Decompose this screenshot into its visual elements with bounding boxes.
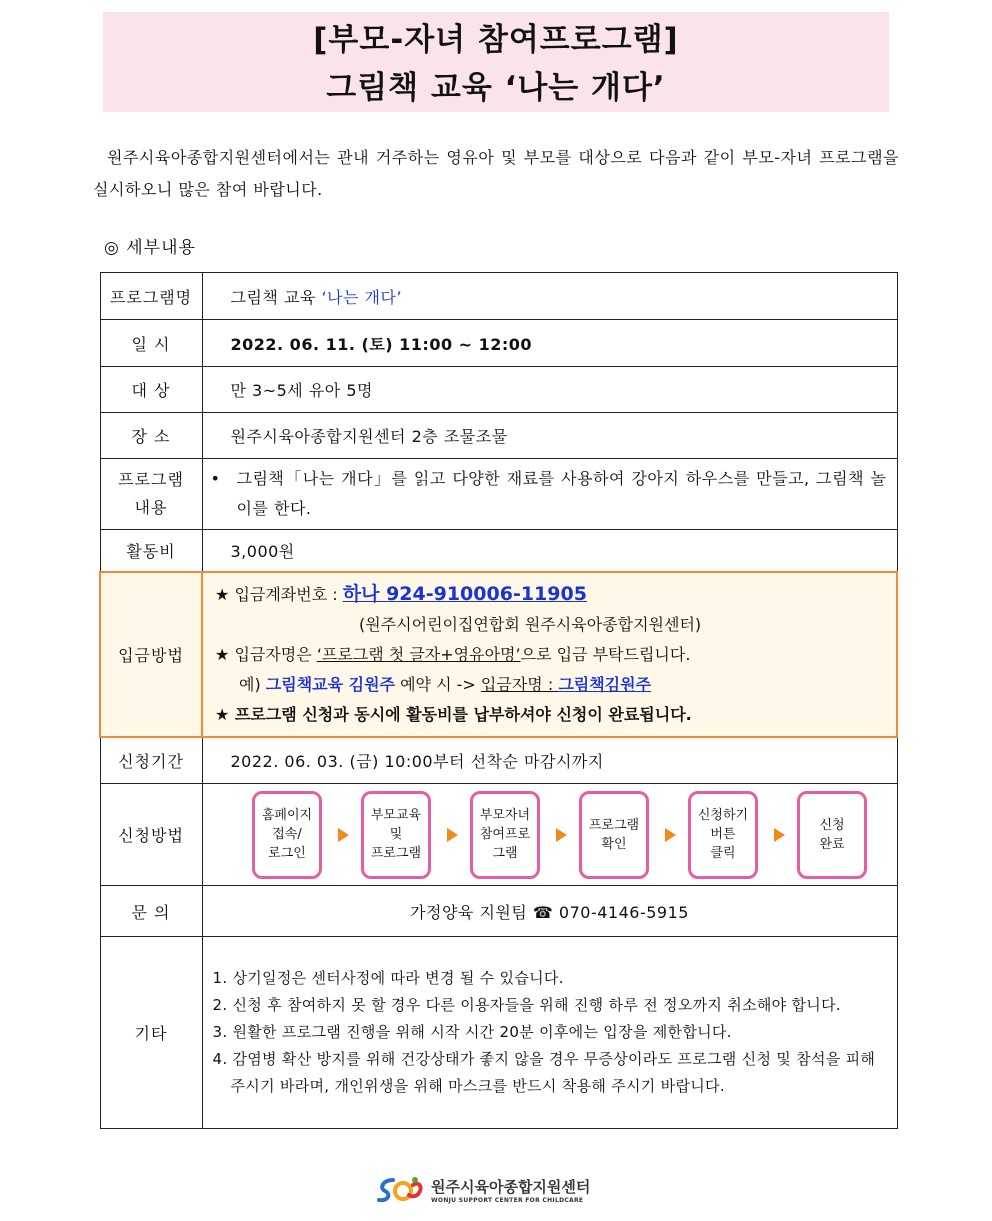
value-inquiry: 가정양육 지원팀 ☎ 070-4146-5915 (202, 886, 897, 937)
step-homepage-login (252, 791, 322, 879)
row-program-name (100, 273, 897, 320)
note-item: 2. 신청 후 참여하지 못 할 경우 다른 이용자들을 위해 진행 하루 전 정오까지 취소해야 합니다. (212, 996, 841, 1014)
value-method (202, 784, 897, 886)
step-parent-child-program (470, 791, 540, 879)
row-inquiry (100, 886, 897, 937)
example-label: 입금자명 : (480, 674, 559, 694)
row-target (100, 367, 897, 413)
details-table (99, 272, 898, 1129)
value-payment (202, 572, 897, 737)
note-item: 3. 원활한 프로그램 진행을 위해 시작 시간 20분 이후에는 입장을 제한합니다. (212, 1023, 732, 1041)
program-name-text: 그림책 교육 (230, 287, 322, 307)
title-line-2: 그림책 교육 ‘나는 개다’ (326, 70, 666, 106)
step-text: 접속/ (272, 827, 302, 842)
org-logo-icon (375, 1175, 427, 1205)
label-period: 신청기간 (100, 737, 202, 784)
name-rule-highlight: ‘프로그램 첫 글자+영유아명’ (316, 644, 521, 664)
step-text: 부모자녀 (479, 808, 531, 823)
label-fee: 활동비 (100, 530, 202, 572)
row-etc (100, 937, 897, 1129)
step-text: 클릭 (710, 846, 736, 861)
row-period (100, 737, 897, 784)
value-fee: 3,000원 (202, 530, 897, 572)
step-click-apply (688, 791, 758, 879)
step-text: 로그인 (268, 846, 306, 861)
footer-logo (375, 1175, 590, 1205)
content-text: 그림책「나는 개다」를 읽고 다양한 재료를 사용하여 강아지 하우스를 만들고, 그림책 놀이를 한다. (236, 469, 887, 518)
name-rule-suffix: 으로 입금 부탁드립니다. (520, 644, 691, 664)
arrow-right-icon (447, 828, 458, 842)
example-mid: 예약 시 -> (395, 674, 481, 694)
payment-example (215, 670, 896, 700)
step-parent-education (361, 791, 431, 879)
label-method: 신청방법 (100, 784, 202, 886)
step-complete (797, 791, 867, 879)
row-fee (100, 530, 897, 572)
arrow-right-icon (556, 828, 567, 842)
label-inquiry: 문 의 (100, 886, 202, 937)
step-program-check (579, 791, 649, 879)
step-text: 프로그램 (370, 846, 422, 861)
step-text: 참여프로 (479, 827, 531, 842)
section-heading: ◎ 세부내용 (104, 238, 196, 258)
account-label: 입금계좌번호 : (234, 584, 343, 604)
step-text: 신청 (819, 817, 845, 833)
step-text: 및 (389, 827, 403, 842)
label-date: 일 시 (100, 320, 202, 367)
label-program-name: 프로그램명 (100, 273, 202, 320)
label-content-line1: 프로그램 (118, 470, 184, 489)
intro-paragraph: 원주시육아종합지원센터에서는 관내 거주하는 영유아 및 부모를 대상으로 다음과 같이 부모-자녀 프로그램을 실시하오니 많은 참여 바랍니다. (93, 148, 899, 199)
step-text: 그램 (492, 846, 518, 861)
example-highlight: 그림책교육 김원주 (265, 674, 396, 694)
title-banner (103, 12, 889, 112)
step-text: 부모교육 (370, 808, 422, 823)
account-number: 하나 924-910006-11905 (342, 582, 587, 605)
step-text: 확인 (601, 836, 627, 852)
step-text: 홈페이지 (261, 808, 313, 823)
payment-name-rule (215, 640, 896, 670)
example-result: 그림책김원주 (558, 674, 652, 694)
program-name-highlight: ‘나는 개다’ (321, 287, 403, 307)
label-content (100, 459, 202, 530)
row-payment (100, 572, 897, 737)
payment-notice (215, 700, 896, 730)
row-method (100, 784, 897, 886)
label-payment: 입금방법 (100, 572, 202, 737)
name-rule-prefix: 입금자명은 (234, 644, 317, 664)
label-target: 대 상 (100, 367, 202, 413)
note-item: 4. 감염병 확산 방지를 위해 건강상태가 좋지 않을 경우 무증상이라도 프로그램 신청 및 참석을 피해주시기 바라며, 개인위생을 위해 마스크를 반드시 착용해 주시기 바랍니다. (212, 1050, 876, 1095)
step-text: 프로그램 (588, 817, 640, 833)
value-program-name (202, 273, 897, 320)
value-period: 2022. 06. 03. (금) 10:00부터 선착순 마감시까지 (202, 737, 897, 784)
bullet: • (210, 469, 220, 488)
row-date (100, 320, 897, 367)
title-line-1: [부모-자녀 참여프로그램] (313, 22, 679, 58)
row-place (100, 413, 897, 459)
example-prefix: 예) (239, 674, 266, 694)
value-place: 원주시육아종합지원센터 2층 조물조물 (202, 413, 897, 459)
row-content (100, 459, 897, 530)
arrow-right-icon (774, 828, 785, 842)
star-icon: ★ (215, 584, 230, 604)
org-name: 원주시육아종합지원센터 (431, 1178, 591, 1196)
note-item: 1. 상기일정은 센터사정에 따라 변경 될 수 있습니다. (212, 969, 564, 987)
value-content (202, 459, 897, 530)
label-etc: 기타 (100, 937, 202, 1129)
arrow-right-icon (665, 828, 676, 842)
step-text: 신청하기 (697, 808, 749, 823)
star-icon: ★ (215, 644, 230, 664)
star-icon: ★ (215, 704, 230, 724)
label-place: 장 소 (100, 413, 202, 459)
step-text: 완료 (819, 836, 845, 852)
notes-list (203, 937, 897, 1128)
value-etc (202, 937, 897, 1129)
arrow-right-icon (338, 828, 349, 842)
org-subtitle: WONJU SUPPORT CENTER FOR CHILDCARE (431, 1197, 584, 1204)
step-text: 버튼 (710, 827, 736, 842)
payment-notice-text: 프로그램 신청과 동시에 활동비를 납부하셔야 신청이 완료됩니다. (234, 704, 692, 724)
account-holder: (원주시어린이집연합회 원주시육아종합지원센터) (359, 614, 702, 634)
application-flow (203, 791, 897, 879)
value-date: 2022. 06. 11. (토) 11:00 ~ 12:00 (202, 320, 897, 367)
label-content-line2: 내용 (134, 498, 168, 517)
payment-account-line (215, 579, 896, 610)
value-target: 만 3~5세 유아 5명 (202, 367, 897, 413)
